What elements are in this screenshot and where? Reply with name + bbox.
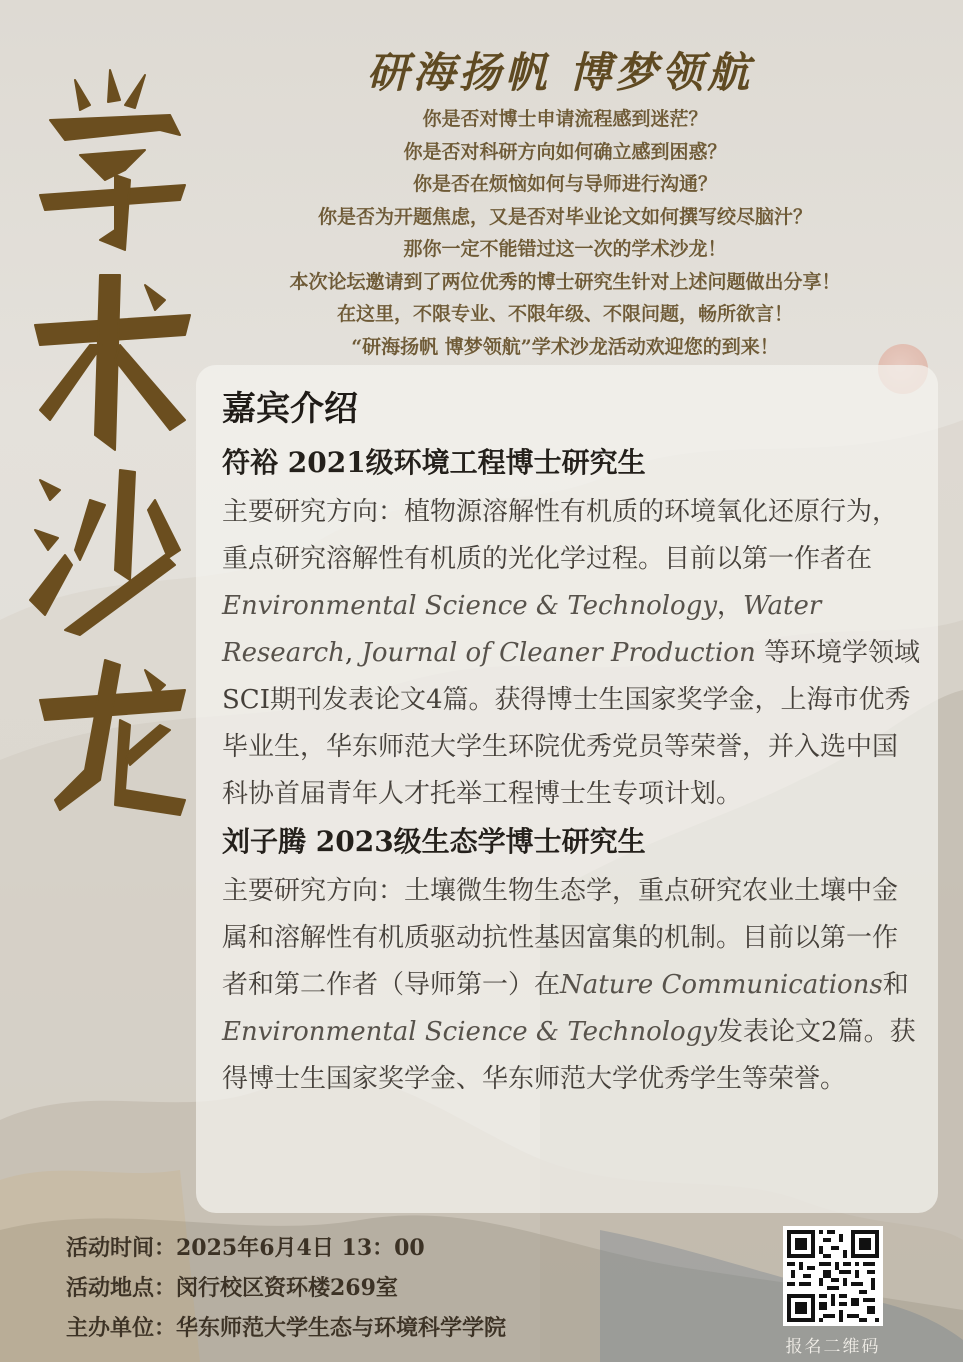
intro-line: 你是否对科研方向如何确立感到困惑？	[403, 140, 727, 163]
intro-line: 本次论坛邀请到了两位优秀的博士研究生针对上述问题做出分享！	[289, 270, 841, 293]
slogan-heading: 研海扬帆 博梦领航	[366, 48, 754, 97]
registration-qr-code[interactable]	[783, 1226, 883, 1326]
intro-line: 那你一定不能错过这一次的学术沙龙！	[403, 238, 727, 260]
intro-line: 你是否对博士申请流程感到迷茫？	[422, 108, 708, 130]
guest-2-bio: 主要研究方向：土壤微生物生态学，重点研究农业土壤中金属和溶解性有机质驱动抗性基因富集的机制。目前以第一作者和第二作者（导师第一）在Nature Communications和Environmental Science & Technology发表论文2篇。获得博士生国家奖学金、华东师范大学优秀学生等荣誉。	[222, 876, 916, 1094]
section-title: 嘉宾介绍	[222, 389, 358, 429]
event-details	[66, 1228, 506, 1348]
event-time: 活动时间：2025年6月4日 13：00	[66, 1235, 425, 1261]
guest-2-name: 刘子腾 2023级生态学博士研究生	[222, 825, 646, 858]
event-place: 活动地点：闵行校区资环楼269室	[66, 1275, 398, 1301]
intro-line: 你是否在烦恼如何与导师进行沟通？	[412, 173, 717, 195]
guest-1-bio: 主要研究方向：植物源溶解性有机质的环境氧化还原行为，重点研究溶解性有机质的光化学过程。目前以第一作者在Environmental Science & Technology，Water Research, Journal of Cleaner Production 等环境学领域SCI期刊发表论文4篇。获得博士生国家奖学金，上海市优秀毕业生，华东师范大学生环院优秀党员等荣誉，并入选中国科协首届青年人才托举工程博士生专项计划。	[222, 497, 920, 809]
intro-line: “研海扬帆 博梦领航”学术沙龙活动欢迎您的到来！	[351, 335, 779, 358]
intro-line: 你是否为开题焦虑，又是否对毕业论文如何撰写绞尽脑汁？	[317, 205, 812, 228]
qr-caption: 报名二维码	[785, 1337, 881, 1357]
guest-1-name: 符裕 2021级环境工程博士研究生	[222, 446, 646, 479]
event-host: 主办单位：华东师范大学生态与环境科学学院	[66, 1315, 507, 1341]
intro-text	[200, 103, 930, 363]
guest-intro-card	[196, 365, 938, 1213]
calligraphy-title-art	[20, 60, 200, 820]
intro-line: 在这里，不限专业、不限年级、不限问题，畅所欲言！	[336, 303, 793, 325]
